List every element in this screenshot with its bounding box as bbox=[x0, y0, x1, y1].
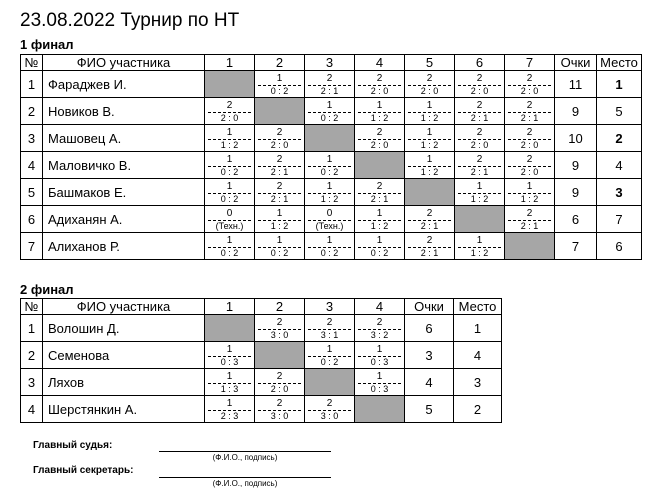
match-score-cell bbox=[205, 125, 255, 152]
participant-name: Алиханов Р. bbox=[43, 233, 205, 260]
match-score-cell bbox=[305, 315, 355, 342]
header-num: № bbox=[21, 55, 43, 71]
chief-judge-signature-line bbox=[159, 451, 331, 452]
match-result: 2 : 1 bbox=[458, 112, 501, 123]
header-opponent-7: 7 bbox=[505, 55, 555, 71]
header-place: Место bbox=[454, 299, 502, 315]
table-row bbox=[21, 396, 502, 423]
match-result: 0 : 2 bbox=[308, 112, 351, 123]
row-number: 1 bbox=[21, 71, 43, 98]
match-score-cell bbox=[305, 206, 355, 233]
match-points: 1 bbox=[226, 153, 233, 165]
header-opponent-3: 3 bbox=[305, 299, 355, 315]
match-points: 1 bbox=[326, 180, 333, 192]
match-score-cell bbox=[205, 98, 255, 125]
match-score-cell bbox=[255, 152, 305, 179]
row-number: 7 bbox=[21, 233, 43, 260]
match-score-cell bbox=[205, 179, 255, 206]
diagonal-cell bbox=[505, 233, 555, 260]
match-score-cell bbox=[355, 71, 405, 98]
match-result: 0 : 2 bbox=[208, 247, 251, 258]
match-points: 2 bbox=[426, 72, 433, 84]
match-score-cell bbox=[455, 179, 505, 206]
match-points: 1 bbox=[476, 180, 483, 192]
match-points: 1 bbox=[226, 126, 233, 138]
header-place: Место bbox=[597, 55, 642, 71]
row-number: 5 bbox=[21, 179, 43, 206]
diagonal-cell bbox=[255, 98, 305, 125]
match-score-cell bbox=[305, 71, 355, 98]
match-score-cell bbox=[355, 315, 405, 342]
match-result: 0 : 2 bbox=[258, 247, 301, 258]
match-score-cell bbox=[455, 98, 505, 125]
table-row bbox=[21, 71, 642, 98]
match-points: 1 bbox=[426, 99, 433, 111]
points-value: 6 bbox=[405, 315, 454, 342]
chief-judge-label: Главный судья: bbox=[33, 440, 113, 451]
diagonal-cell bbox=[255, 342, 305, 369]
match-result: 1 : 2 bbox=[408, 112, 451, 123]
table-row bbox=[21, 125, 642, 152]
header-opponent-5: 5 bbox=[405, 55, 455, 71]
match-result: 2 : 0 bbox=[408, 85, 451, 96]
match-result: (Техн.) bbox=[308, 220, 351, 231]
match-score-cell bbox=[405, 206, 455, 233]
match-result: 3 : 2 bbox=[358, 329, 401, 340]
header-points: Очки bbox=[405, 299, 454, 315]
header-points: Очки bbox=[555, 55, 597, 71]
match-score-cell bbox=[505, 71, 555, 98]
match-score-cell bbox=[405, 71, 455, 98]
participant-name: Волошин Д. bbox=[43, 315, 205, 342]
match-result: 2 : 0 bbox=[458, 139, 501, 150]
match-points: 2 bbox=[526, 72, 533, 84]
participant-name: Семенова bbox=[43, 342, 205, 369]
match-score-cell bbox=[255, 233, 305, 260]
match-result: 2 : 1 bbox=[308, 85, 351, 96]
match-score-cell bbox=[505, 125, 555, 152]
diagonal-cell bbox=[205, 315, 255, 342]
table-row bbox=[21, 315, 502, 342]
match-points: 2 bbox=[476, 126, 483, 138]
match-result: 1 : 2 bbox=[308, 193, 351, 204]
match-result: 1 : 2 bbox=[258, 220, 301, 231]
header-opponent-6: 6 bbox=[455, 55, 505, 71]
match-score-cell bbox=[255, 206, 305, 233]
row-number: 3 bbox=[21, 125, 43, 152]
match-points: 2 bbox=[376, 126, 383, 138]
match-score-cell bbox=[355, 179, 405, 206]
chief-secretary-signature-line bbox=[159, 477, 331, 478]
match-points: 2 bbox=[326, 72, 333, 84]
match-points: 2 bbox=[376, 72, 383, 84]
match-result: 0 : 2 bbox=[308, 356, 351, 367]
match-result: 1 : 3 bbox=[208, 383, 251, 394]
header-opponent-4: 4 bbox=[355, 299, 405, 315]
table-row bbox=[21, 152, 642, 179]
header-opponent-1: 1 bbox=[205, 55, 255, 71]
match-result: (Техн.) bbox=[208, 220, 251, 231]
table-row bbox=[21, 206, 642, 233]
points-value: 10 bbox=[555, 125, 597, 152]
match-result: 1 : 2 bbox=[358, 220, 401, 231]
match-points: 2 bbox=[426, 234, 433, 246]
match-result: 1 : 2 bbox=[508, 193, 551, 204]
page-title: 23.08.2022 Турнир по НТ bbox=[20, 10, 240, 31]
participant-name: Новиков В. bbox=[43, 98, 205, 125]
place-value: 6 bbox=[597, 233, 642, 260]
match-result: 0 : 2 bbox=[208, 166, 251, 177]
place-value: 4 bbox=[454, 342, 502, 369]
match-score-cell bbox=[305, 179, 355, 206]
match-points: 1 bbox=[226, 180, 233, 192]
match-score-cell bbox=[355, 342, 405, 369]
match-result: 2 : 1 bbox=[508, 112, 551, 123]
match-result: 1 : 2 bbox=[408, 139, 451, 150]
match-points: 2 bbox=[276, 126, 283, 138]
match-score-cell bbox=[405, 152, 455, 179]
match-points: 1 bbox=[376, 370, 383, 382]
points-value: 11 bbox=[555, 71, 597, 98]
match-score-cell bbox=[505, 179, 555, 206]
header-name: ФИО участника bbox=[43, 299, 205, 315]
chief-judge-caption: (Ф.И.О., подпись) bbox=[212, 453, 278, 462]
match-score-cell bbox=[455, 71, 505, 98]
match-points: 1 bbox=[426, 126, 433, 138]
points-value: 4 bbox=[405, 369, 454, 396]
match-result: 2 : 0 bbox=[208, 112, 251, 123]
match-result: 1 : 2 bbox=[458, 247, 501, 258]
match-points: 1 bbox=[276, 207, 283, 219]
table-row bbox=[21, 179, 642, 206]
match-points: 0 bbox=[226, 207, 233, 219]
points-value: 9 bbox=[555, 179, 597, 206]
match-result: 2 : 1 bbox=[358, 193, 401, 204]
header-opponent-2: 2 bbox=[255, 299, 305, 315]
diagonal-cell bbox=[455, 206, 505, 233]
match-points: 1 bbox=[376, 207, 383, 219]
match-result: 2 : 1 bbox=[458, 166, 501, 177]
place-value: 2 bbox=[597, 125, 642, 152]
place-value: 1 bbox=[597, 71, 642, 98]
diagonal-cell bbox=[355, 396, 405, 423]
row-number: 6 bbox=[21, 206, 43, 233]
match-points: 2 bbox=[276, 370, 283, 382]
diagonal-cell bbox=[305, 369, 355, 396]
match-points: 1 bbox=[326, 234, 333, 246]
match-points: 1 bbox=[426, 153, 433, 165]
points-value: 7 bbox=[555, 233, 597, 260]
participant-name: Башмаков Е. bbox=[43, 179, 205, 206]
match-score-cell bbox=[205, 396, 255, 423]
match-points: 2 bbox=[476, 153, 483, 165]
participant-name: Машовец А. bbox=[43, 125, 205, 152]
diagonal-cell bbox=[305, 125, 355, 152]
match-score-cell bbox=[305, 98, 355, 125]
match-points: 2 bbox=[276, 316, 283, 328]
points-value: 5 bbox=[405, 396, 454, 423]
match-points: 2 bbox=[276, 180, 283, 192]
match-result: 0 : 3 bbox=[358, 356, 401, 367]
match-points: 1 bbox=[376, 234, 383, 246]
place-value: 3 bbox=[454, 369, 502, 396]
match-result: 1 : 2 bbox=[358, 112, 401, 123]
match-result: 0 : 2 bbox=[208, 193, 251, 204]
match-result: 0 : 2 bbox=[308, 247, 351, 258]
row-number: 2 bbox=[21, 98, 43, 125]
match-result: 1 : 2 bbox=[458, 193, 501, 204]
row-number: 4 bbox=[21, 396, 43, 423]
match-score-cell bbox=[405, 125, 455, 152]
row-number: 3 bbox=[21, 369, 43, 396]
row-number: 1 bbox=[21, 315, 43, 342]
match-result: 1 : 2 bbox=[408, 166, 451, 177]
match-score-cell bbox=[405, 233, 455, 260]
match-points: 0 bbox=[326, 207, 333, 219]
match-points: 2 bbox=[526, 207, 533, 219]
match-result: 2 : 3 bbox=[208, 410, 251, 421]
match-score-cell bbox=[505, 206, 555, 233]
match-points: 1 bbox=[376, 99, 383, 111]
match-score-cell bbox=[255, 396, 305, 423]
points-value: 9 bbox=[555, 98, 597, 125]
match-points: 1 bbox=[326, 343, 333, 355]
match-points: 2 bbox=[376, 316, 383, 328]
match-points: 1 bbox=[526, 180, 533, 192]
match-score-cell bbox=[255, 315, 305, 342]
final1-heading: 1 финал bbox=[20, 37, 74, 52]
match-result: 0 : 3 bbox=[208, 356, 251, 367]
match-score-cell bbox=[405, 98, 455, 125]
match-score-cell bbox=[255, 369, 305, 396]
place-value: 3 bbox=[597, 179, 642, 206]
table-row bbox=[21, 369, 502, 396]
final1-table bbox=[20, 54, 642, 260]
match-score-cell bbox=[255, 179, 305, 206]
place-value: 5 bbox=[597, 98, 642, 125]
match-score-cell bbox=[455, 125, 505, 152]
match-score-cell bbox=[205, 369, 255, 396]
header-num: № bbox=[21, 299, 43, 315]
match-points: 2 bbox=[526, 153, 533, 165]
match-points: 1 bbox=[376, 343, 383, 355]
match-result: 2 : 0 bbox=[508, 166, 551, 177]
match-points: 1 bbox=[476, 234, 483, 246]
points-value: 9 bbox=[555, 152, 597, 179]
match-points: 2 bbox=[276, 153, 283, 165]
match-result: 3 : 1 bbox=[308, 329, 351, 340]
match-score-cell bbox=[505, 98, 555, 125]
match-points: 2 bbox=[476, 99, 483, 111]
final2-header-row bbox=[21, 299, 502, 315]
match-score-cell bbox=[455, 152, 505, 179]
place-value: 4 bbox=[597, 152, 642, 179]
match-score-cell bbox=[355, 233, 405, 260]
header-opponent-4: 4 bbox=[355, 55, 405, 71]
match-result: 2 : 1 bbox=[258, 166, 301, 177]
match-points: 2 bbox=[526, 126, 533, 138]
match-points: 2 bbox=[226, 99, 233, 111]
match-points: 1 bbox=[226, 234, 233, 246]
match-points: 1 bbox=[226, 397, 233, 409]
chief-secretary-label: Главный секретарь: bbox=[33, 465, 134, 476]
final2-table bbox=[20, 298, 502, 423]
match-points: 2 bbox=[326, 316, 333, 328]
diagonal-cell bbox=[205, 71, 255, 98]
chief-secretary-caption: (Ф.И.О., подпись) bbox=[212, 479, 278, 488]
match-points: 1 bbox=[326, 99, 333, 111]
participant-name: Фараджев И. bbox=[43, 71, 205, 98]
match-score-cell bbox=[205, 206, 255, 233]
diagonal-cell bbox=[355, 152, 405, 179]
match-score-cell bbox=[305, 396, 355, 423]
match-score-cell bbox=[205, 342, 255, 369]
match-result: 2 : 0 bbox=[508, 85, 551, 96]
table-row bbox=[21, 342, 502, 369]
match-points: 1 bbox=[226, 343, 233, 355]
match-points: 2 bbox=[476, 72, 483, 84]
final1-header-row bbox=[21, 55, 642, 71]
match-points: 2 bbox=[376, 180, 383, 192]
match-score-cell bbox=[355, 125, 405, 152]
match-result: 2 : 0 bbox=[358, 139, 401, 150]
match-points: 1 bbox=[276, 72, 283, 84]
header-name: ФИО участника bbox=[43, 55, 205, 71]
participant-name: Ляхов bbox=[43, 369, 205, 396]
match-result: 3 : 0 bbox=[258, 329, 301, 340]
row-number: 2 bbox=[21, 342, 43, 369]
header-opponent-1: 1 bbox=[205, 299, 255, 315]
match-result: 3 : 0 bbox=[258, 410, 301, 421]
match-points: 2 bbox=[276, 397, 283, 409]
match-score-cell bbox=[205, 152, 255, 179]
match-result: 0 : 3 bbox=[358, 383, 401, 394]
match-result: 2 : 1 bbox=[408, 247, 451, 258]
participant-name: Адиханян А. bbox=[43, 206, 205, 233]
match-result: 0 : 2 bbox=[258, 85, 301, 96]
match-result: 2 : 1 bbox=[508, 220, 551, 231]
place-value: 1 bbox=[454, 315, 502, 342]
header-opponent-2: 2 bbox=[255, 55, 305, 71]
match-result: 3 : 0 bbox=[308, 410, 351, 421]
match-points: 2 bbox=[426, 207, 433, 219]
diagonal-cell bbox=[405, 179, 455, 206]
match-points: 2 bbox=[326, 397, 333, 409]
final2-heading: 2 финал bbox=[20, 282, 74, 297]
participant-name: Маловичко В. bbox=[43, 152, 205, 179]
match-score-cell bbox=[305, 233, 355, 260]
match-result: 2 : 1 bbox=[258, 193, 301, 204]
table-row bbox=[21, 98, 642, 125]
match-result: 0 : 2 bbox=[358, 247, 401, 258]
match-score-cell bbox=[305, 342, 355, 369]
match-score-cell bbox=[355, 98, 405, 125]
points-value: 3 bbox=[405, 342, 454, 369]
match-points: 2 bbox=[526, 99, 533, 111]
row-number: 4 bbox=[21, 152, 43, 179]
match-points: 1 bbox=[226, 370, 233, 382]
points-value: 6 bbox=[555, 206, 597, 233]
match-score-cell bbox=[305, 152, 355, 179]
match-score-cell bbox=[355, 369, 405, 396]
match-score-cell bbox=[355, 206, 405, 233]
place-value: 2 bbox=[454, 396, 502, 423]
match-result: 2 : 1 bbox=[408, 220, 451, 231]
match-score-cell bbox=[455, 233, 505, 260]
place-value: 7 bbox=[597, 206, 642, 233]
match-score-cell bbox=[255, 71, 305, 98]
match-points: 1 bbox=[326, 153, 333, 165]
match-score-cell bbox=[255, 125, 305, 152]
match-result: 2 : 0 bbox=[258, 383, 301, 394]
match-score-cell bbox=[205, 233, 255, 260]
match-score-cell bbox=[505, 152, 555, 179]
match-result: 2 : 0 bbox=[258, 139, 301, 150]
match-points: 1 bbox=[276, 234, 283, 246]
match-result: 1 : 2 bbox=[208, 139, 251, 150]
match-result: 0 : 2 bbox=[308, 166, 351, 177]
table-row bbox=[21, 233, 642, 260]
header-opponent-3: 3 bbox=[305, 55, 355, 71]
match-result: 2 : 0 bbox=[458, 85, 501, 96]
match-result: 2 : 0 bbox=[508, 139, 551, 150]
participant-name: Шерстянкин А. bbox=[43, 396, 205, 423]
match-result: 2 : 0 bbox=[358, 85, 401, 96]
